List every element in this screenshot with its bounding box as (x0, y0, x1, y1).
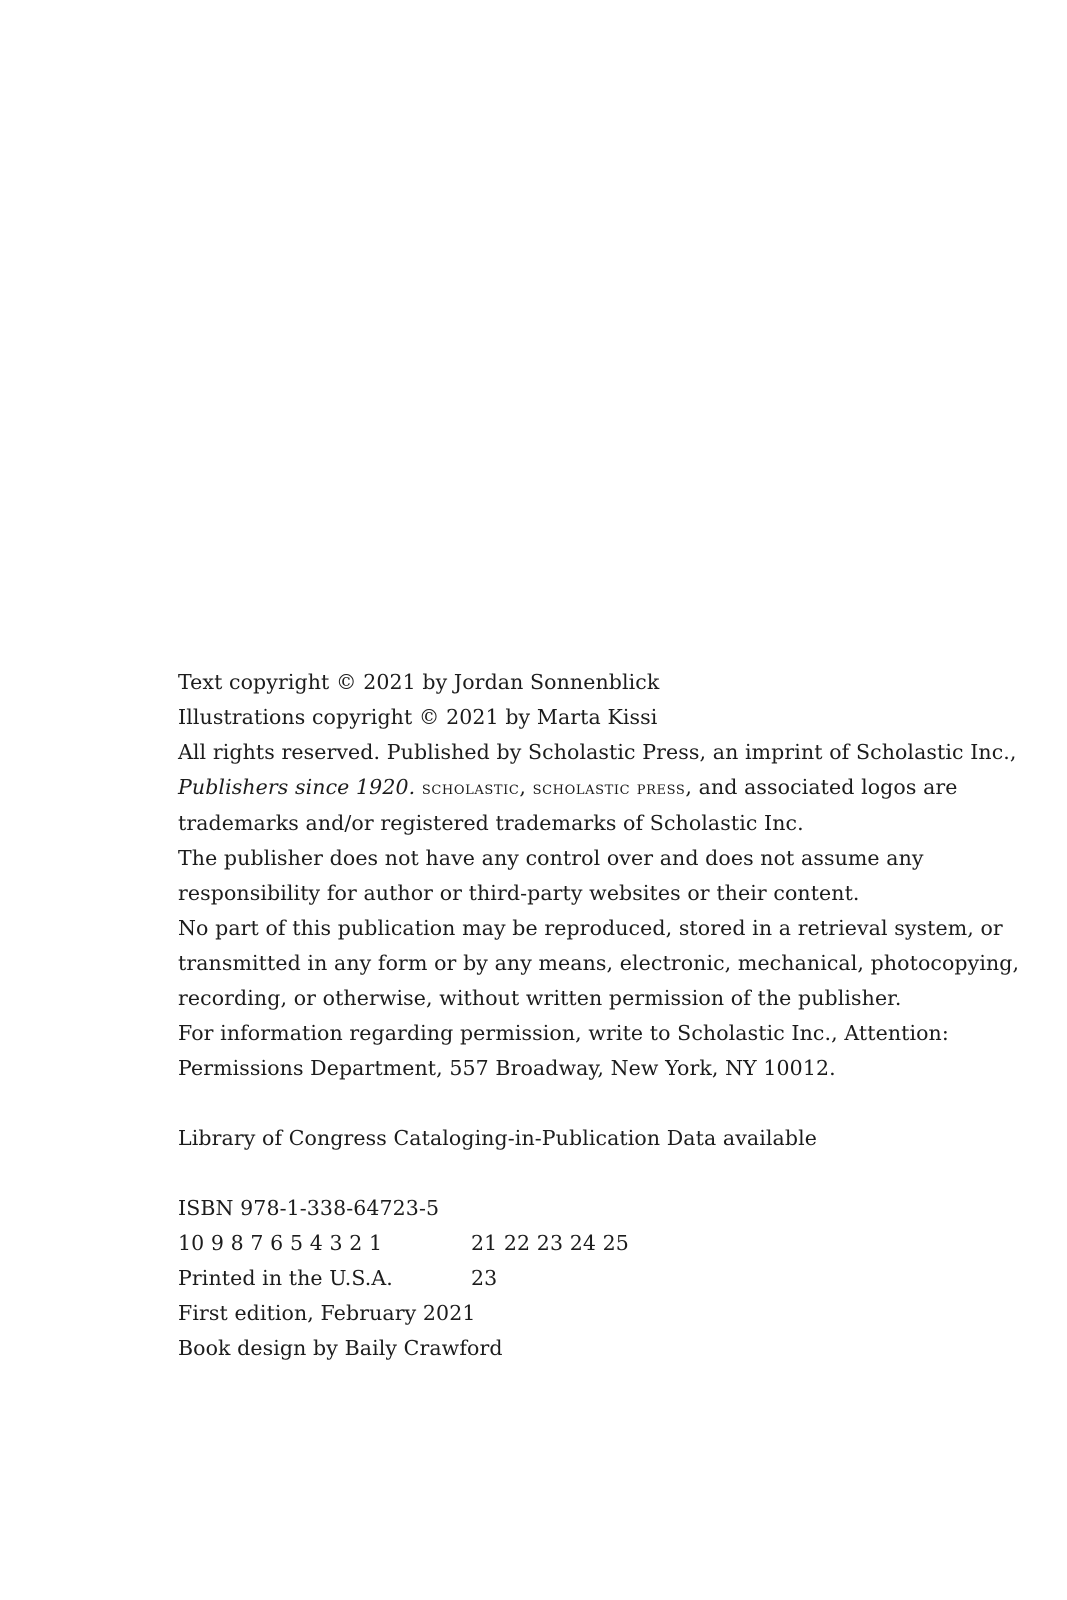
printed-in-row (178, 1261, 938, 1296)
publisher-control-line-2: responsibility for author or third-party websites or their content. (178, 881, 860, 905)
permission-line-1: For information regarding permission, write to Scholastic Inc., Attention: (178, 1021, 949, 1045)
spacer (178, 1086, 938, 1121)
text-copyright-line: Text copyright © 2021 by Jordan Sonnenblick (178, 670, 660, 694)
year-numbers: 21 22 23 24 25 (471, 1231, 629, 1255)
scholastic-press-mark: scholastic press (532, 777, 686, 799)
illustrations-copyright-line: Illustrations copyright © 2021 by Marta Kissi (178, 705, 658, 729)
printed-in: Printed in the U.S.A. (178, 1266, 393, 1290)
reproduction-line-1: No part of this publication may be reproduced, stored in a retrieval system, or (178, 916, 1003, 940)
copyright-page-text (178, 665, 1020, 1366)
logos-text: , and associated logos are (685, 775, 958, 799)
reproduction-line-2: transmitted in any form or by any means, electronic, mechanical, photocopying, (178, 951, 1020, 975)
publishers-since-text: Publishers since 1920. (178, 775, 416, 799)
printing-numbers-row (178, 1226, 938, 1261)
printing-numbers: 10 9 8 7 6 5 4 3 2 1 (178, 1231, 383, 1255)
spacer (178, 1156, 938, 1191)
mark-separator: , (519, 775, 533, 799)
edition-line: First edition, February 2021 (178, 1301, 476, 1325)
rights-reserved-line: All rights reserved. Published by Scholastic Press, an imprint of Scholastic Inc., (178, 740, 1017, 764)
cataloging-line: Library of Congress Cataloging-in-Publication Data available (178, 1126, 817, 1150)
book-design-line: Book design by Baily Crawford (178, 1336, 503, 1360)
printed-code: 23 (471, 1266, 498, 1290)
publisher-control-line-1: The publisher does not have any control over and does not assume any (178, 846, 924, 870)
scholastic-mark: scholastic (421, 777, 520, 799)
permission-line-2: Permissions Department, 557 Broadway, New York, NY 10012. (178, 1056, 836, 1080)
trademark-line (178, 770, 958, 806)
reproduction-line-3: recording, or otherwise, without written permission of the publisher. (178, 986, 902, 1010)
trademarks-line: trademarks and/or registered trademarks of Scholastic Inc. (178, 811, 804, 835)
isbn-line: ISBN 978-1-338-64723-5 (178, 1196, 440, 1220)
